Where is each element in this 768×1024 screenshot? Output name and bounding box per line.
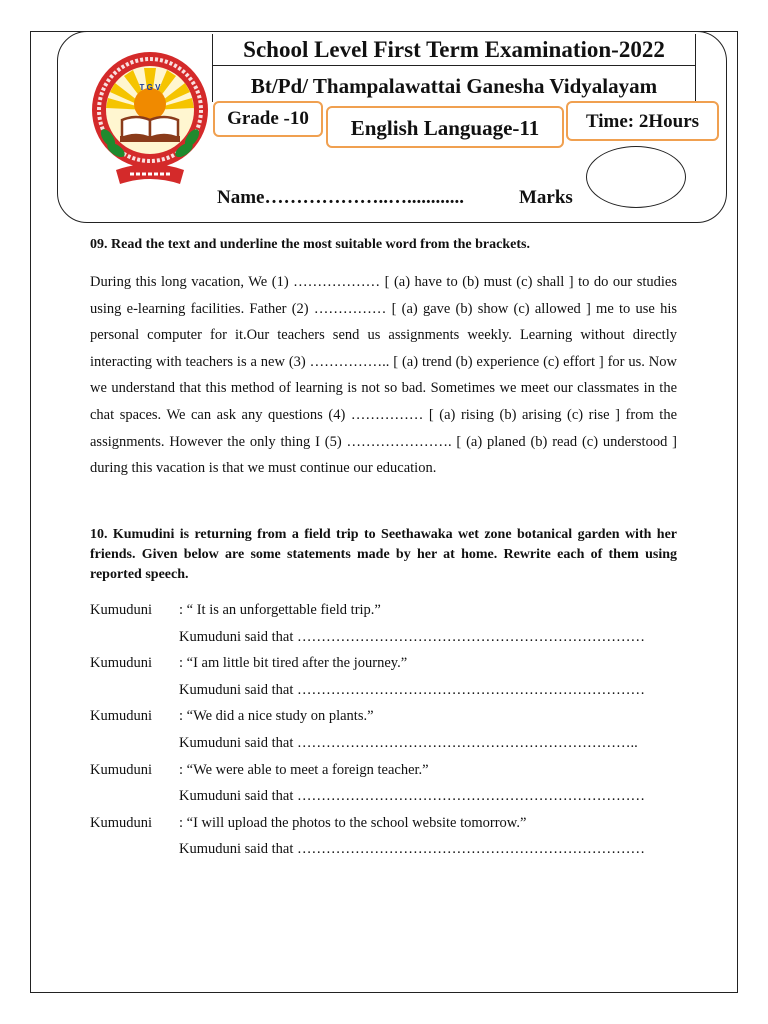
marks-oval-box[interactable] bbox=[586, 146, 686, 208]
statement-row bbox=[90, 600, 690, 627]
grade-label: Grade -10 bbox=[213, 101, 323, 137]
school-name: Bt/Pd/ Thampalawattai Ganesha Vidyalayam bbox=[212, 66, 696, 102]
direct-quote: : “I am little bit tired after the journey.” bbox=[179, 655, 408, 672]
question-9-paragraph[interactable]: During this long vacation, We (1) ……………… [ (a) have to (b) must (c) shall ] to do our studies using e-learning facilities. Father (2) …………… [ (a) gave (b) show (c) allowed ] me to use his personal computer for it.Our teachers send us assignments weekly. Learning without directly interacting with teachers is a new (3) …………….. [ (a) trend (b) experience (c) effort ] for us. Now we understand that this method of learning is not so bad. Sometimes we meet our classmates in the chat spaces. We can ask any questions (4) …………… [ (a) rising (b) arising (c) rise ] from the assignments. However the only thing I (5) …………………. [ (a) planed (b) read (c) understood ] during this vacation is that we must continue our education. bbox=[90, 274, 677, 477]
direct-quote: : “ It is an unforgettable field trip.” bbox=[179, 602, 381, 618]
question-9 bbox=[90, 235, 677, 482]
speaker-name: Kumuduni bbox=[90, 708, 153, 725]
time-label: Time: 2Hours bbox=[566, 101, 719, 141]
question-10-title: 10. Kumudini is returning from a field trip to Seethawaka wet zone botanical garden with her friends. Given below are some statements made by her at home. Rewrite each of them using reported speech. bbox=[90, 527, 677, 582]
name-field[interactable]: Name………………..…............ bbox=[217, 187, 464, 208]
answer-line[interactable]: Kumuduni said that ……………………………………………………………… bbox=[179, 681, 646, 698]
statement-row bbox=[90, 706, 690, 733]
marks-label: Marks bbox=[519, 187, 573, 208]
direct-quote: : “We did a nice study on plants.” bbox=[179, 708, 374, 725]
answer-row bbox=[90, 786, 690, 813]
answer-line[interactable]: Kumuduni said that ……………………………………………………………… bbox=[179, 841, 646, 858]
statement-row bbox=[90, 813, 690, 840]
speaker-name: Kumuduni bbox=[90, 655, 153, 672]
speaker-name: Kumuduni bbox=[90, 814, 153, 831]
reported-speech-list bbox=[90, 600, 690, 866]
logo-book bbox=[120, 117, 180, 142]
answer-line[interactable]: Kumuduni said that …………………………………………………………….. bbox=[179, 734, 638, 751]
answer-row bbox=[90, 680, 690, 707]
answer-row bbox=[90, 627, 690, 654]
logo-emblem-letters: T G V bbox=[139, 83, 161, 92]
subject-label: English Language-11 bbox=[326, 106, 564, 148]
direct-quote: : “We were able to meet a foreign teacher.” bbox=[179, 761, 429, 778]
question-10 bbox=[90, 525, 677, 585]
question-9-title: 09. Read the text and underline the most suitable word from the brackets. bbox=[90, 237, 530, 252]
statement-row bbox=[90, 760, 690, 787]
answer-line[interactable]: Kumuduni said that ……………………………………………………………… bbox=[179, 788, 646, 805]
statement-row bbox=[90, 653, 690, 680]
answer-row bbox=[90, 839, 690, 866]
speaker-name: Kumuduni bbox=[90, 761, 153, 778]
school-logo bbox=[86, 46, 214, 194]
speaker-name: Kumuduni bbox=[90, 602, 153, 618]
exam-title: School Level First Term Examination-2022 bbox=[212, 34, 696, 66]
answer-row bbox=[90, 733, 690, 760]
logo-sun bbox=[134, 88, 166, 120]
direct-quote: : “I will upload the photos to the school website tomorrow.” bbox=[179, 814, 527, 831]
answer-line[interactable]: Kumuduni said that ……………………………………………………………… bbox=[179, 628, 646, 645]
